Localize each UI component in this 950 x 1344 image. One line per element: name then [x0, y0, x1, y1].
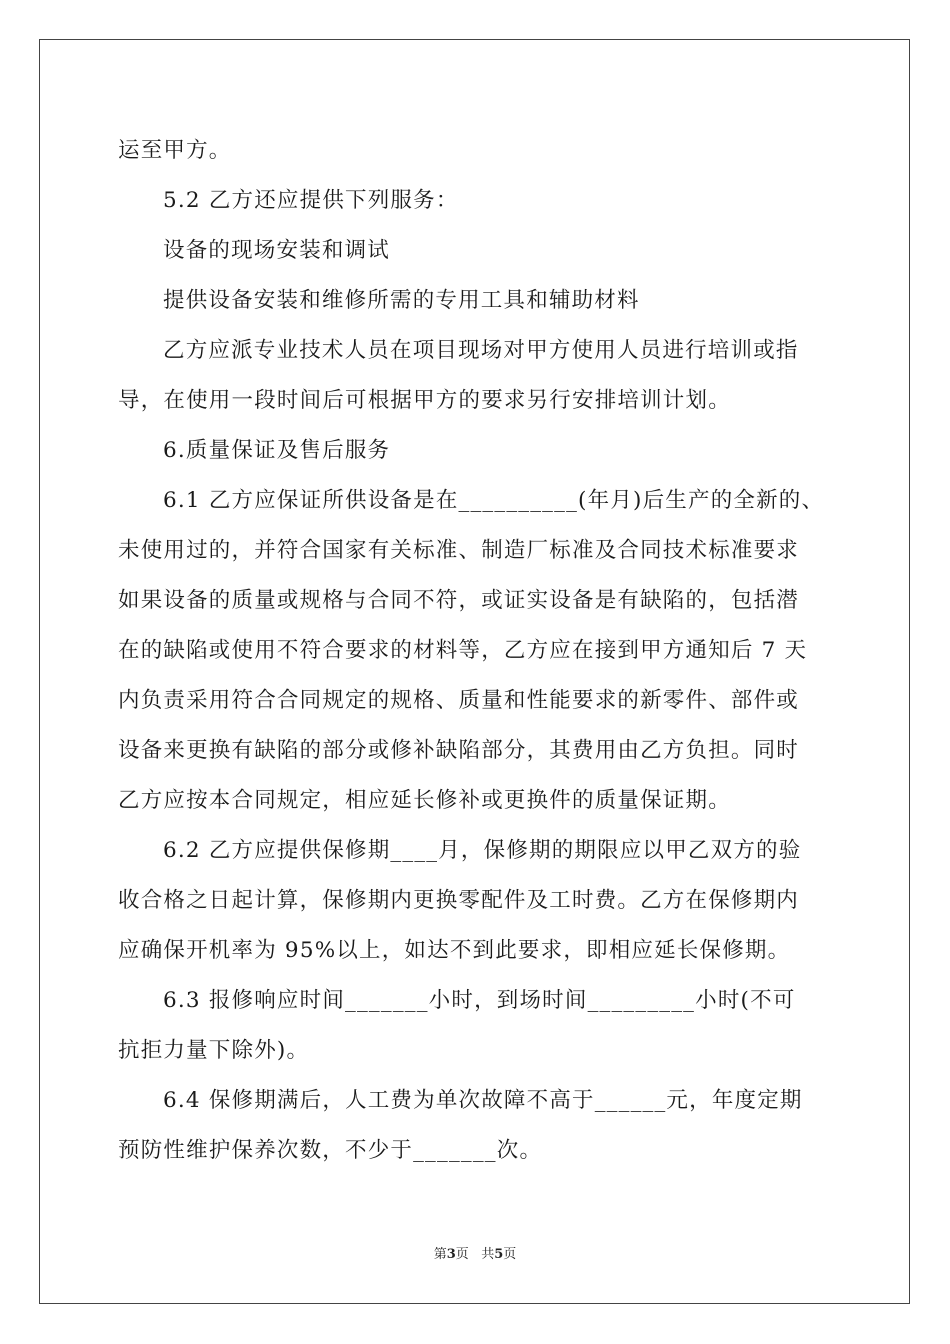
text-line: 6.2 乙方应提供保修期____月，保修期的期限应以甲乙双方的验 — [163, 838, 802, 863]
text-line: 未使用过的，并符合国家有关标准、制造厂标准及合同技术标准要求 — [118, 538, 800, 563]
page-label-suffix: 页 — [503, 1247, 517, 1262]
text-line: 设备的现场安装和调试 — [163, 238, 391, 263]
text-line: 预防性维护保养次数，不少于_______次。 — [118, 1138, 543, 1163]
section-heading: 6.质量保证及售后服务 — [163, 438, 391, 463]
current-page-number: 3 — [446, 1247, 456, 1262]
text-line: 6.4 保修期满后，人工费为单次故障不高于______元，年度定期 — [163, 1088, 803, 1113]
text-line: 6.3 报修响应时间_______小时，到场时间_________小时(不可 — [163, 988, 796, 1013]
text-line: 5.2 乙方还应提供下列服务： — [163, 188, 459, 213]
page-number-footer — [0, 1247, 950, 1263]
total-page-number: 5 — [494, 1247, 504, 1262]
text-line: 抗拒力量下除外)。 — [118, 1038, 310, 1063]
text-line: 提供设备安装和维修所需的专用工具和辅助材料 — [163, 288, 640, 313]
text-line: 运至甲方。 — [118, 138, 232, 163]
text-line: 乙方应按本合同规定，相应延长修补或更换件的质量保证期。 — [118, 788, 731, 813]
text-line: 导，在使用一段时间后可根据甲方的要求另行安排培训计划。 — [118, 388, 731, 413]
page-label-mid: 页 共 — [455, 1247, 495, 1262]
text-line: 在的缺陷或使用不符合要求的材料等，乙方应在接到甲方通知后 7 天 — [118, 638, 808, 663]
text-line: 收合格之日起计算，保修期内更换零配件及工时费。乙方在保修期内 — [118, 888, 800, 913]
text-line: 如果设备的质量或规格与合同不符，或证实设备是有缺陷的，包括潜 — [118, 588, 800, 613]
text-line: 应确保开机率为 95%以上，如达不到此要求，即相应延长保修期。 — [118, 938, 791, 963]
text-line: 乙方应派专业技术人员在项目现场对甲方使用人员进行培训或指 — [163, 338, 799, 363]
text-line: 内负责采用符合合同规定的规格、质量和性能要求的新零件、部件或 — [118, 688, 800, 713]
text-line: 6.1 乙方应保证所供设备是在__________(年月)后生产的全新的、 — [163, 488, 825, 513]
page-label-prefix: 第 — [433, 1247, 447, 1262]
text-line: 设备来更换有缺陷的部分或修补缺陷部分，其费用由乙方负担。同时 — [118, 738, 800, 763]
